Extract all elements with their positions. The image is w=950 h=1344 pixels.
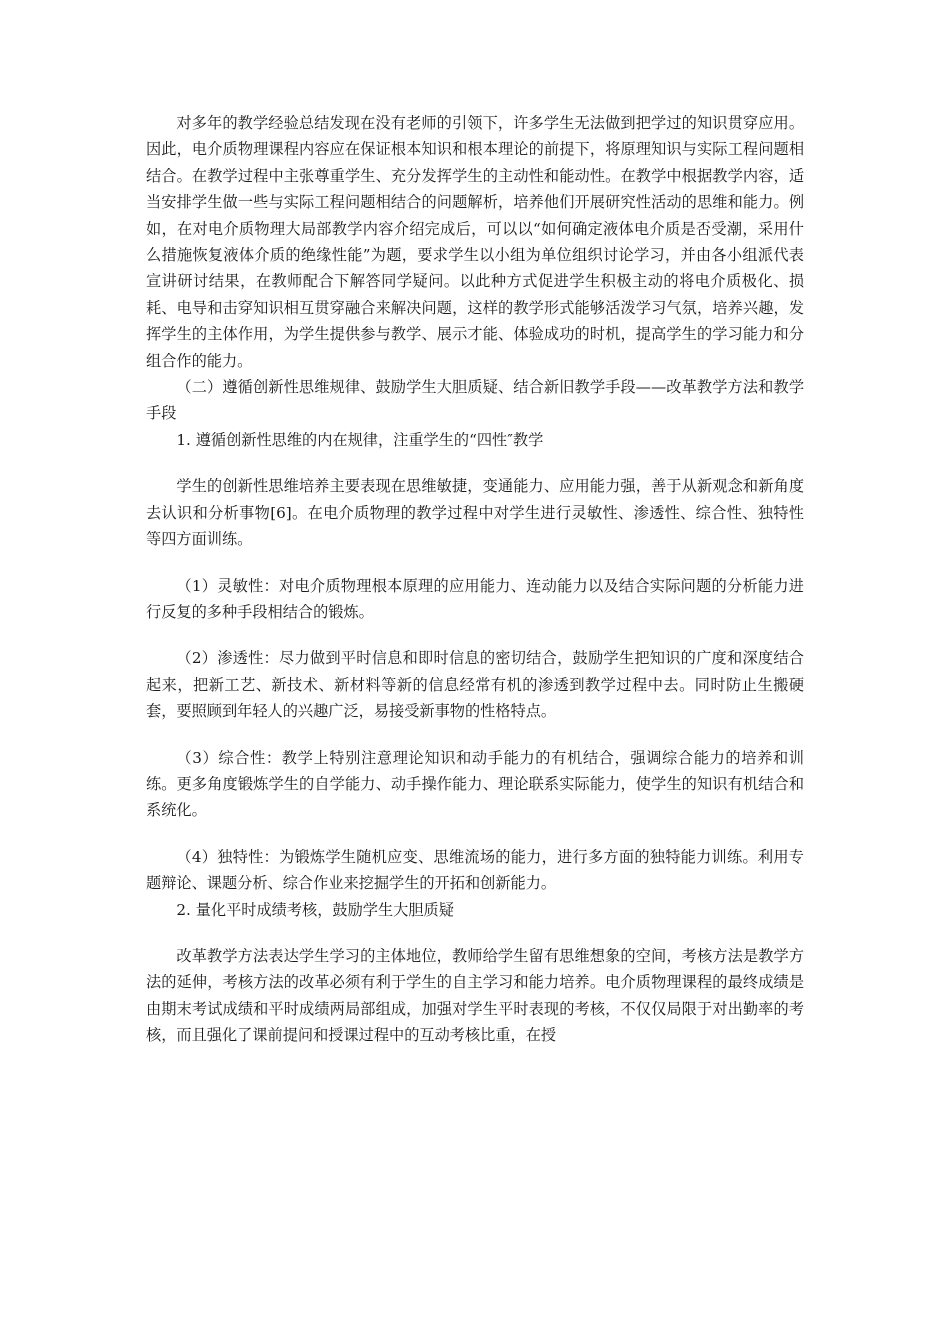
paragraph-agility: （1）灵敏性：对电介质物理根本原理的应用能力、连动能力以及结合实际问题的分析能力进行反复的多种手段相结合的锻炼。 bbox=[146, 576, 804, 621]
document-page bbox=[146, 110, 804, 1049]
paragraph-assessment-reform: 改革教学方法表达学生学习的主体地位，教师给学生留有思维想象的空间，考核方法是教学方法的延伸，考核方法的改革必须有利于学生的自主学习和能力培养。电介质物理课程的最终成绩是由期末考试成绩和平时成绩两局部组成，加强对学生平时表现的考核，不仅仅局限于对出勤率的考核，而且强化了课前提问和授课过程中的互动考核比重，在授 bbox=[146, 946, 804, 1045]
paragraph-project-based-learning: 对多年的教学经验总结发现在没有老师的引领下，许多学生无法做到把学过的知识贯穿应用。因此，电介质物理课程内容应在保证根本知识和根本理论的前提下，将原理知识与实际工程问题相结合。在教学过程中主张尊重学生、充分发挥学生的主动性和能动性。在教学中根据教学内容，适当安排学生做一些与实际工程问题相结合的问题解析，培养他们开展研究性活动的思维和能力。例如，在对电介质物理大局部教学内容介绍完成后，可以以“如何确定液体电介质是否受潮，采用什么措施恢复液体介质的绝缘性能”为题，要求学生以小组为单位组织讨论学习，并由各小组派代表宣讲研讨结果，在教师配合下解答同学疑问。以此种方式促进学生积极主动的将电介质极化、损耗、电导和击穿知识相互贯穿融合来解决问题，这样的教学形式能够活泼学习气氛，培养兴趣，发挥学生的主体作用，为学生提供参与教学、展示才能、体验成功的时机，提高学生的学习能力和分组合作的能力。 bbox=[146, 114, 804, 370]
subsection-heading-four-qualities: 1. 遵循创新性思维的内在规律，注重学生的“四性″教学 bbox=[176, 430, 544, 449]
paragraph-uniqueness: （4）独特性：为锻炼学生随机应变、思维流场的能力，进行多方面的独特能力训练。利用专题辩论、课题分析、综合作业来挖掘学生的开拓和创新能力。 bbox=[146, 847, 804, 893]
paragraph-creative-thinking: 学生的创新性思维培养主要表现在思维敏捷，变通能力、应用能力强，善于从新观念和新角度去认识和分析事物[6]。在电介质物理的教学过程中对学生进行灵敏性、渗透性、综合性、独特性等四方面训练。 bbox=[146, 477, 804, 549]
subsection-heading-assessment: 2. 量化平时成绩考核，鼓励学生大胆质疑 bbox=[176, 900, 454, 919]
paragraph-comprehensiveness: （3）综合性：教学上特别注意理论知识和动手能力的有机结合，强调综合能力的培养和训练。更多角度锻炼学生的自学能力、动手操作能力、理论联系实际能力，使学生的知识有机结合和系统化。 bbox=[146, 748, 804, 820]
section-heading-teaching-methods: （二）遵循创新性思维规律、鼓励学生大胆质疑、结合新旧教学手段——改革教学方法和教学手段 bbox=[146, 378, 804, 423]
paragraph-penetration: （2）渗透性：尽力做到平时信息和即时信息的密切结合，鼓励学生把知识的广度和深度结合起来，把新工艺、新技术、新材料等新的信息经常有机的渗透到教学过程中去。同时防止生搬硬套，要照顾到年轻人的兴趣广泛，易接受新事物的性格特点。 bbox=[146, 649, 804, 721]
